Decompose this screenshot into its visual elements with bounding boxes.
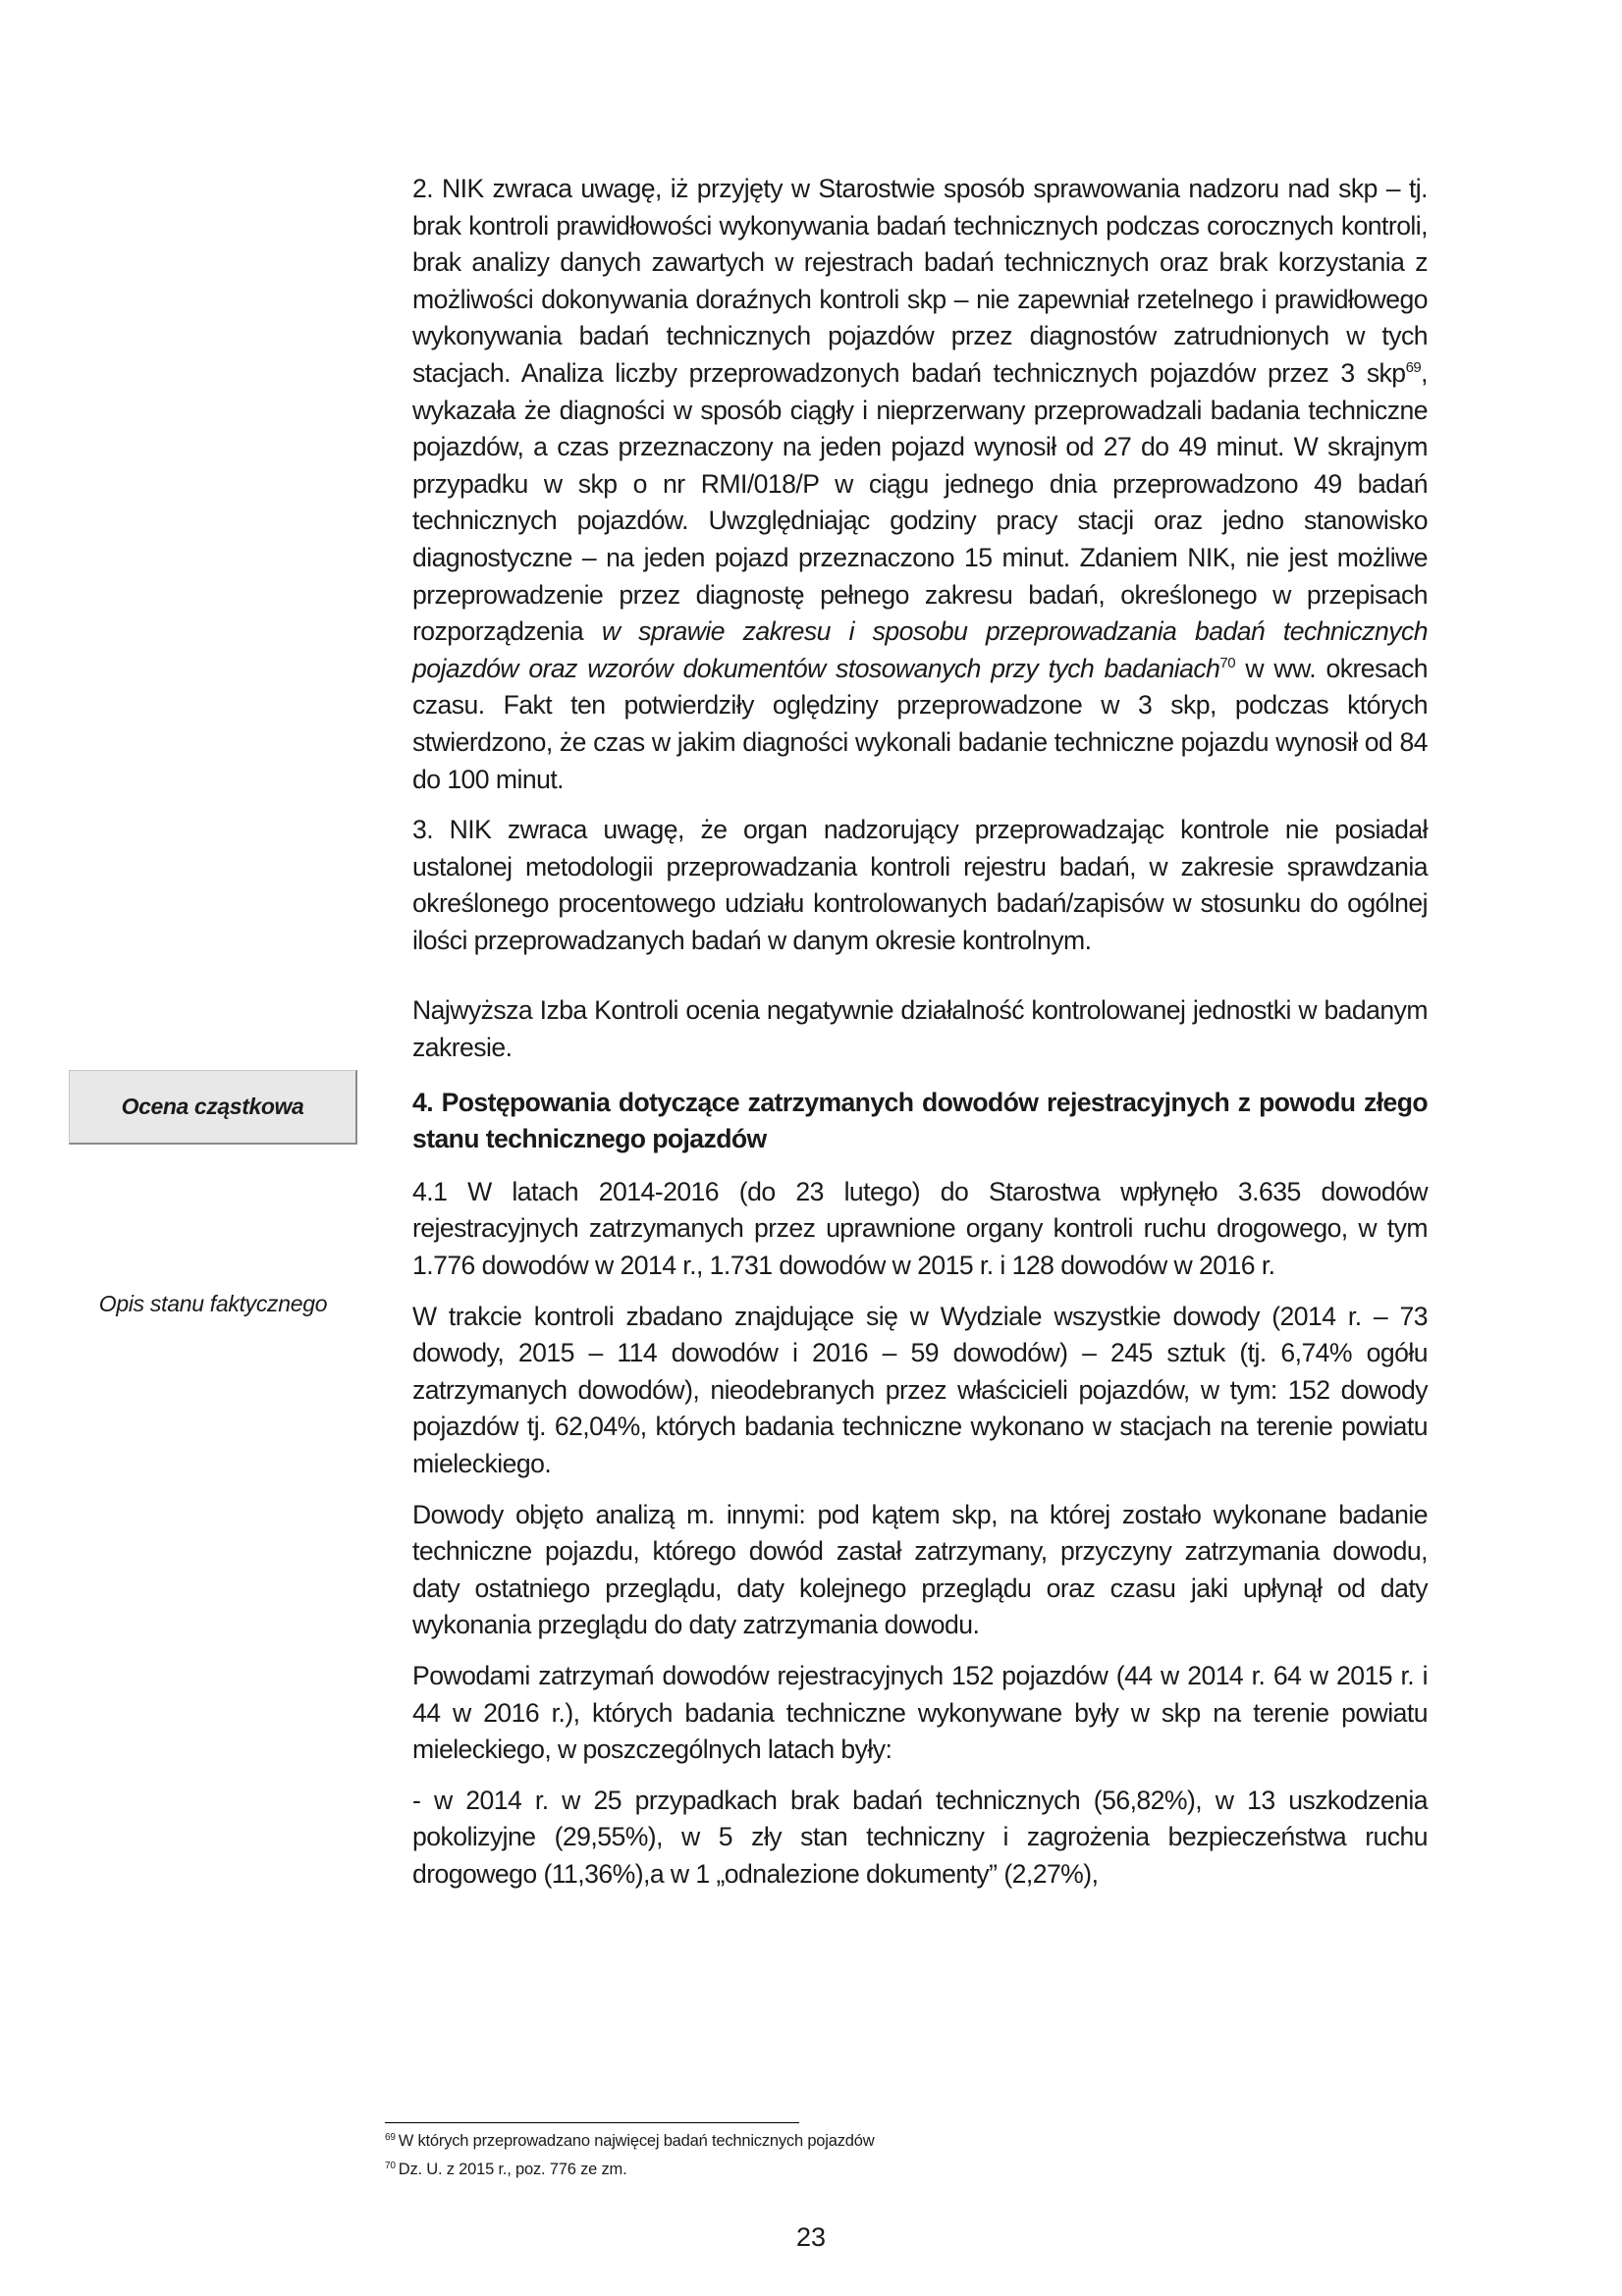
footnote-70 [385, 2159, 627, 2180]
main-column [412, 171, 1428, 1907]
partial-assessment-label: Ocena cząstkowa [121, 1094, 304, 1119]
footnote-number: 70 [385, 2160, 396, 2171]
paragraph-4-1: 4.1 W latach 2014-2016 (do 23 lutego) do Starostwa wpłynęło 3.635 dowodów rejestracyjnych zatrzymanych przez uprawnione organy kontroli ruchu drogowego, w tym 1.776 dowodów w 2014 r., 1.731 dowodów w 2015 r. i 128 dowodów w 2016 r. [412, 1176, 1428, 1281]
paragraph-2-part-b: , wykazała że diagności w sposób ciągły i nieprzerwany przeprowadzali badania techniczne pojazdów, a czas przeznaczony na jeden pojazd wynosił od 27 do 49 minut. W skrajnym przypadku w skp o nr RMI/018/P w ciągu jednego dnia przeprowadzono 49 badań technicznych pojazdów. Uwzględniając godziny pracy stacji oraz jedno stanowisko diagnostyczne – na jeden pojazd przeznaczono 15 minut. Zdaniem NIK, nie jest możliwe przeprowadzenie przez diagnostę pełnego zakresu badań, określonego w przepisach rozporządzenia [412, 357, 1428, 647]
footnote-ref-70: 70 [1219, 654, 1235, 671]
section-4-heading: 4. Postępowania dotyczące zatrzymanych dowodów rejestracyjnych z powodu złego stanu technicznego pojazdów [412, 1087, 1428, 1154]
footnote-ref-69: 69 [1405, 359, 1422, 377]
regulation-title: w sprawie zakresu i sposobu przeprowadzania badań technicznych pojazdów oraz wzorów dokumentów stosowanych przy tych badaniach [412, 616, 1428, 683]
paragraph-2 [412, 171, 1428, 798]
paragraph-2-part-c: w ww. okresach czasu. Fakt ten potwierdziły oględziny przeprowadzone w 3 skp, podczas których stwierdzono, że czas w jakim diagności wykonali badanie techniczne pojazdu wynosił od 84 do 100 minut. [412, 653, 1428, 794]
footnote-69 [385, 2130, 874, 2152]
footnote-separator [385, 2122, 799, 2123]
page-number: 23 [795, 2222, 827, 2252]
footnote-text: W których przeprowadzano najwięcej badań technicznych pojazdów [398, 2132, 875, 2150]
footnote-number: 69 [385, 2131, 396, 2143]
paragraph-4-4: Powodami zatrzymań dowodów rejestracyjnych 152 pojazdów (44 w 2014 r. 64 w 2015 r. i 44 w 2016 r.), których badania techniczne wykonywane były w skp na terenie powiatu mieleckiego, w poszczególnych latach były: [412, 1660, 1428, 1765]
paragraph-3: 3. NIK zwraca uwagę, że organ nadzorujący przeprowadzając kontrole nie posiadał ustalonej metodologii przeprowadzania kontroli rejestru badań, w zakresie sprawdzania określonego procentowego udziału kontrolowanych badań/zapisów w stosunku do ogólnej ilości przeprowadzanych badań w danym okresie kontrolnym. [412, 815, 1428, 955]
assessment-paragraph: Najwyższa Izba Kontroli ocenia negatywnie działalność kontrolowanej jednostki w badanym zakresie. [412, 995, 1428, 1063]
footnote-text: Dz. U. z 2015 r., poz. 776 ze zm. [398, 2161, 627, 2178]
paragraph-2-part-a: 2. NIK zwraca uwagę, iż przyjęty w Starostwie sposób sprawowania nadzoru nad skp – tj. brak kontroli prawidłowości wykonywania badań technicznych podczas corocznych kontroli, brak analizy danych zawartych w rejestrach badań technicznych oraz brak korzystania z możliwości dokonywania doraźnych kontroli skp – nie zapewniał rzetelnego i prawidłowego wykonywania badań technicznych pojazdów przez diagnostów zatrudnionych w tych stacjach. Analiza liczby przeprowadzonych badań technicznych pojazdów przez 3 skp [412, 174, 1428, 388]
paragraph-4-3: Dowody objęto analizą m. innymi: pod kątem skp, na której zostało wykonane badanie techniczne pojazdu, którego dowód zastał zatrzymany, przyczyny zatrzymania dowodu, daty ostatniego przeglądu, daty kolejnego przeglądu oraz czasu jaki upłynął od daty wykonania przeglądu do daty zatrzymania dowodu. [412, 1499, 1428, 1640]
paragraph-4-2: W trakcie kontroli zbadano znajdujące się w Wydziale wszystkie dowody (2014 r. – 73 dowody, 2015 – 114 dowodów i 2016 – 59 dowodów) – 245 sztuk (tj. 6,74% ogółu zatrzymanych dowodów), nieodebranych przez właścicieli pojazdów, w tym: 152 dowody pojazdów tj. 62,04%, których badania techniczne wykonano w stacjach na terenie powiatu mieleckiego. [412, 1301, 1428, 1478]
paragraph-4-5: - w 2014 r. w 25 przypadkach brak badań technicznych (56,82%), w 13 uszkodzenia pokolizyjne (29,55%), w 5 zły stan techniczny i zagrożenia bezpieczeństwa ruchu drogowego (11,36%),a w 1 „odnalezione dokumenty” (2,27%), [412, 1785, 1428, 1889]
partial-assessment-box [69, 1070, 357, 1145]
factual-description-label: Opis stanu faktycznego [98, 1291, 328, 1316]
